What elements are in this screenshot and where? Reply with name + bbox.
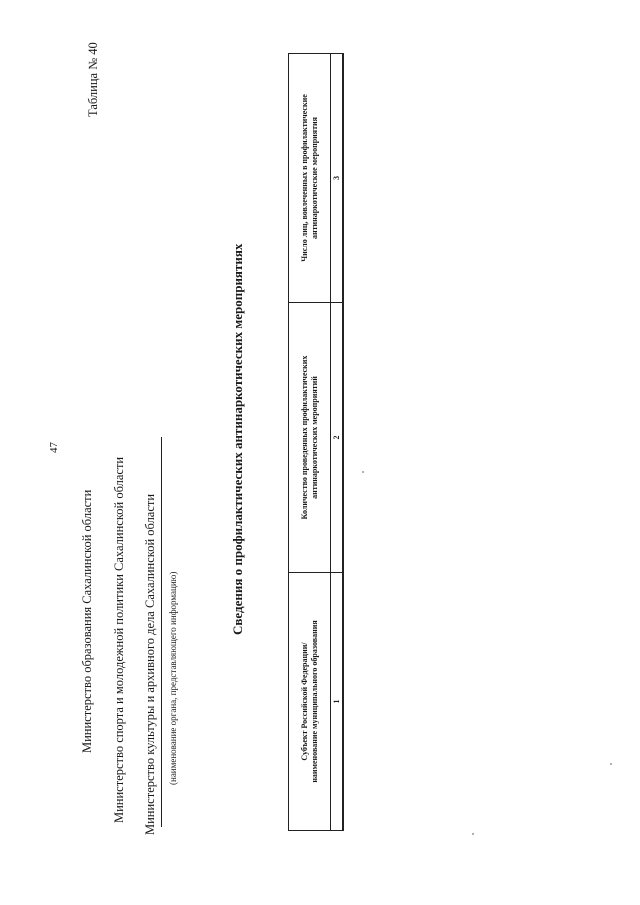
organization-line-sport: Министерство спорта и молодежной политики Сахалинской области	[112, 456, 126, 823]
table-header-row	[289, 54, 331, 830]
header-subject-line-2: наименование муниципального образования	[309, 620, 319, 783]
page-number: 47	[48, 442, 60, 453]
header-events-line-2: антинаркотических мероприятий	[309, 376, 319, 499]
table-header-participants-count	[289, 54, 330, 302]
column-number-1: 1	[331, 572, 342, 830]
organization-line-education: Министерство образования Сахалинской области	[80, 489, 94, 753]
scan-speck	[472, 833, 474, 835]
document-title: Сведения о профилактических антинаркотических мероприятиях	[230, 243, 245, 635]
scan-speck	[610, 763, 612, 765]
column-number-2: 2	[331, 302, 342, 572]
organization-line-culture: Министерство культуры и архивного дела Сахалинской области	[143, 493, 157, 835]
header-participants-line-1: Число лиц, вовлеченных в профилактические	[299, 94, 309, 262]
report-table	[288, 53, 344, 831]
header-events-line-1: Количество проведенных профилактических	[299, 355, 309, 520]
table-header-events-count	[289, 302, 330, 572]
column-number-3: 3	[332, 176, 341, 180]
organization-underline	[161, 437, 162, 827]
table-caption: Таблица № 40	[86, 42, 100, 117]
scan-speck	[362, 471, 364, 473]
header-participants-line-2: антинаркотические мероприятия	[309, 117, 319, 239]
header-subject-line-1: Субъект Российской Федерации/	[299, 642, 309, 761]
table-header-subject	[289, 572, 330, 830]
table-column-number-row	[331, 54, 343, 830]
organization-note: (наименование органа, представляющего информацию)	[168, 571, 178, 785]
